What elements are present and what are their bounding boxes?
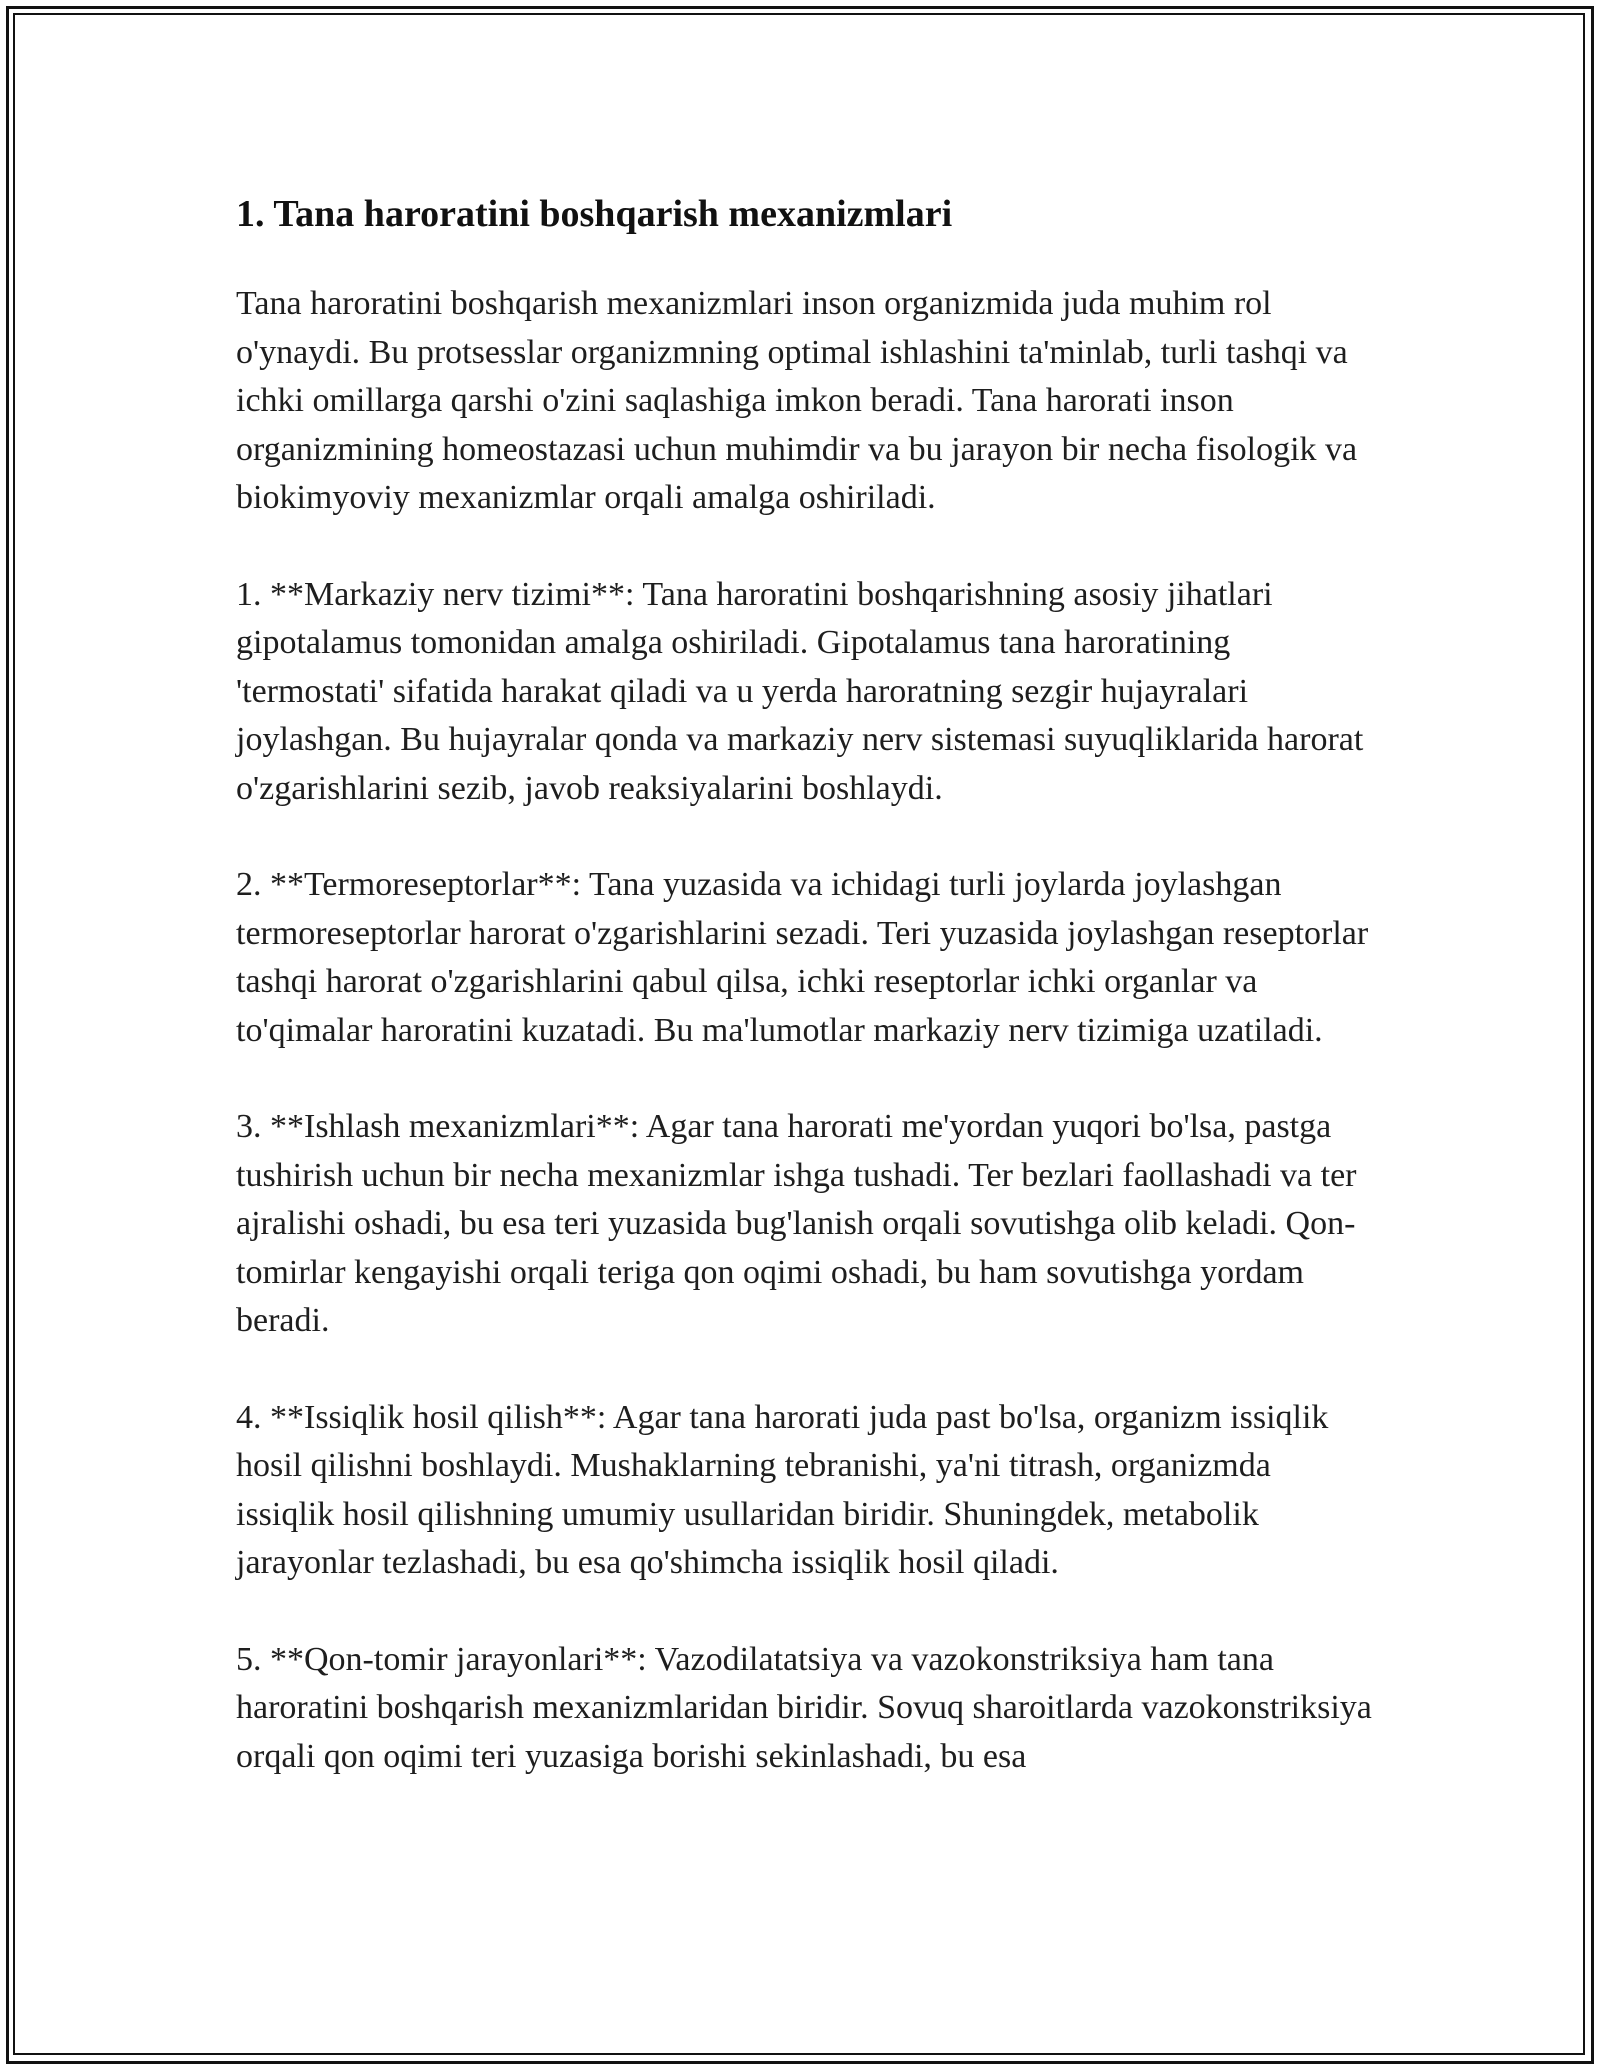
section-heading: 1. Tana haroratini boshqarish mexanizmlari <box>236 193 953 235</box>
document-body <box>236 180 1376 1829</box>
paragraph-qon-tomir-jarayonlari: 5. **Qon-tomir jarayonlari**: Vazodilatatsiya va vazokonstriksiya ham tana haroratini boshqarish mexanizmlaridan biridir. Sovuq sharoitlarda vazokonstriksiya orqali qon oqimi teri yuzasiga borishi sekinlashadi, bu esa <box>236 1640 1372 1775</box>
paragraph-markaziy-nerv-tizimi: 1. **Markaziy nerv tizimi**: Tana haroratini boshqarishning asosiy jihatlari gipotalamus tomonidan amalga oshiriladi. Gipotalamus tana haroratining 'termostati' sifatida harakat qiladi va u yerda haroratning sezgir hujayralari joylashgan. Bu hujayralar qonda va markaziy nerv sistemasi suyuqliklarida harorat o'zgarishlarini sezib, javob reaksiyalarini boshlaydi. <box>236 575 1364 807</box>
paragraph-ishlash-mexanizmlari: 3. **Ishlash mexanizmlari**: Agar tana harorati me'yordan yuqori bo'lsa, pastga tushirish uchun bir necha mexanizmlar ishga tushadi. Ter bezlari faollashadi va ter ajralishi oshadi, bu esa teri yuzasida bug'lanish orqali sovutishga olib keladi. Qon-tomirlar kengayishi orqali teriga qon oqimi oshadi, bu ham sovutishga yordam beradi. <box>236 1108 1357 1339</box>
intro-paragraph: Tana haroratini boshqarish mexanizmlari inson organizmida juda muhim rol o'ynaydi. Bu protsesslar organizmning optimal ishlashini ta'minlab, turli tashqi va ichki omillarga qarshi o'zini saqlashiga imkon beradi. Tana harorati inson organizmining homeostazasi uchun muhimdir va bu jarayon bir necha fisologik va biokimyoviy mexanizmlar orqali amalga oshiriladi. <box>236 285 1358 516</box>
paragraph-issiqlik-hosil-qilish: 4. **Issiqlik hosil qilish**: Agar tana harorati juda past bo'lsa, organizm issiqlik hosil qilishni boshlaydi. Mushaklarning tebranishi, ya'ni titrash, organizmda issiqlik hosil qilishning umumiy usullaridan biridir. Shuningdek, metabolik jarayonlar tezlashadi, bu esa qo'shimcha issiqlik hosil qiladi. <box>236 1398 1329 1581</box>
paragraph-termoreseptorlar: 2. **Termoreseptorlar**: Tana yuzasida va ichidagi turli joylarda joylashgan termoreseptorlar harorat o'zgarishlarini sezadi. Teri yuzasida joylashgan reseptorlar tashqi harorat o'zgarishlarini qabul qilsa, ichki reseptorlar ichki organlar va to'qimalar haroratini kuzatadi. Bu ma'lumotlar markaziy nerv tizimiga uzatiladi. <box>236 866 1369 1049</box>
